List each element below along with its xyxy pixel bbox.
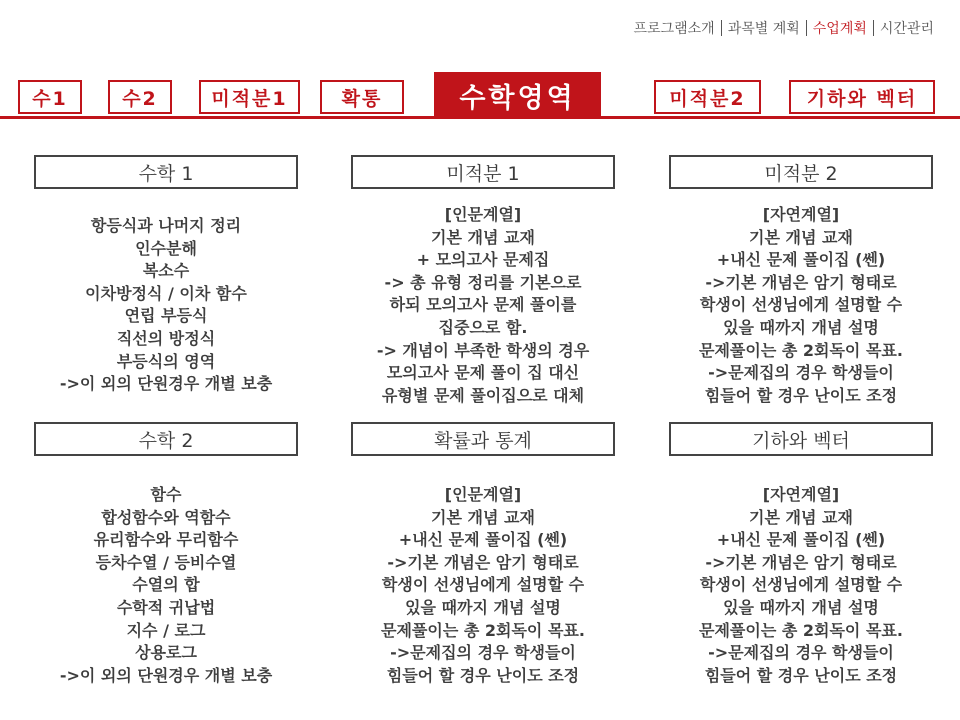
body-line: 있을 때까지 개념 설명 [405, 597, 561, 617]
body-line: 기본 개념 교재 [749, 227, 853, 247]
section-body-math1 [16, 215, 316, 396]
body-line: 직선의 방정식 [116, 328, 216, 348]
body-line: ->이 외의 단원경우 개별 보충 [59, 374, 273, 394]
body-line: + 모의고사 문제집 [416, 250, 550, 270]
body-line: 함수 [150, 485, 182, 504]
body-line: 힘들어 할 경우 난이도 조정 [704, 665, 898, 685]
body-line: 합성함수와 역함수 [101, 507, 231, 527]
body-line: 유형별 문제 풀이집으로 대체 [381, 385, 585, 405]
body-line: 인수분해 [135, 238, 197, 258]
body-line: ->문제집의 경우 학생들이 [708, 643, 894, 663]
body-line: ->기본 개념은 암기 형태로 [387, 552, 579, 572]
section-body-geometry-vectors [651, 484, 951, 687]
section-body-calculus2 [651, 204, 951, 407]
body-line: ->기본 개념은 암기 형태로 [705, 272, 897, 292]
body-line: 문제풀이는 총 2회독이 목표. [699, 620, 903, 640]
body-line: [자연계열] [762, 485, 840, 504]
body-line: [인문계열] [444, 485, 522, 504]
body-line: ->이 외의 단원경우 개별 보충 [59, 665, 273, 685]
tab-calculus2[interactable]: 미적분2 [654, 80, 761, 114]
body-line: 기본 개념 교재 [749, 507, 853, 527]
body-line: 있을 때까지 개념 설명 [723, 317, 879, 337]
body-line: 유리함수와 무리함수 [93, 530, 239, 550]
body-line: 집중으로 함. [438, 317, 528, 337]
body-line: 모의고사 문제 풀이 집 대신 [386, 363, 580, 383]
nav-class-plan[interactable]: 수업계획 [812, 21, 867, 37]
body-line: 힘들어 할 경우 난이도 조정 [704, 385, 898, 405]
body-line: [인문계열] [444, 205, 522, 224]
body-line: 문제풀이는 총 2회독이 목표. [381, 620, 585, 640]
section-body-math2 [16, 484, 316, 687]
body-line: ->문제집의 경우 학생들이 [708, 363, 894, 383]
body-line: 등차수열 / 등비수열 [95, 552, 237, 572]
body-line: 복소수 [142, 261, 190, 281]
tab-math2[interactable]: 수2 [108, 80, 172, 114]
section-title-math1: 수학 1 [34, 155, 298, 189]
body-line: 문제풀이는 총 2회독이 목표. [699, 340, 903, 360]
body-line: +내신 문제 풀이집 (쎈) [716, 530, 886, 550]
body-line: 수학적 귀납법 [116, 597, 216, 617]
body-line: 연립 부등식 [124, 306, 208, 326]
tab-math-domain[interactable]: 수학영역 [434, 72, 601, 118]
body-line: [자연계열] [762, 205, 840, 224]
nav-subject-plan[interactable]: 과목별 계획 [727, 21, 800, 37]
section-title-probability-statistics: 확률과 통계 [351, 422, 615, 456]
body-line: 지수 / 로그 [126, 620, 206, 640]
body-line: 하되 모의고사 문제 풀이를 [389, 295, 577, 315]
body-line: 학생이 선생님에게 설명할 수 [381, 575, 585, 595]
body-line: 학생이 선생님에게 설명할 수 [699, 575, 903, 595]
section-title-geometry-vectors: 기하와 벡터 [669, 422, 933, 456]
tab-math1[interactable]: 수1 [18, 80, 82, 114]
body-line: ->기본 개념은 암기 형태로 [705, 552, 897, 572]
tab-calculus1[interactable]: 미적분1 [199, 80, 300, 114]
tab-geometry-vectors[interactable]: 기하와 벡터 [789, 80, 935, 114]
body-line: +내신 문제 풀이집 (쎈) [398, 530, 568, 550]
section-body-probability-statistics [333, 484, 633, 687]
body-line: +내신 문제 풀이집 (쎈) [716, 250, 886, 270]
top-navigation [628, 18, 940, 38]
body-line: -> 개념이 부족한 학생의 경우 [376, 340, 590, 360]
section-title-calculus2: 미적분 2 [669, 155, 933, 189]
body-line: 힘들어 할 경우 난이도 조정 [386, 665, 580, 685]
body-line: 상용로그 [135, 643, 197, 663]
body-line: ->문제집의 경우 학생들이 [390, 643, 576, 663]
body-line: 있을 때까지 개념 설명 [723, 597, 879, 617]
body-line: -> 총 유형 정리를 기본으로 [384, 272, 582, 292]
nav-program-intro[interactable]: 프로그램소개 [633, 21, 715, 37]
section-title-math2: 수학 2 [34, 422, 298, 456]
body-line: 수열의 합 [132, 575, 200, 595]
body-line: 이차방정식 / 이차 함수 [85, 283, 247, 303]
tab-probability-statistics[interactable]: 확통 [320, 80, 404, 114]
section-body-calculus1 [333, 204, 633, 407]
section-title-calculus1: 미적분 1 [351, 155, 615, 189]
body-line: 부등식의 영역 [116, 351, 216, 371]
body-line: 기본 개념 교재 [431, 507, 535, 527]
body-line: 기본 개념 교재 [431, 227, 535, 247]
nav-time-management[interactable]: 시간관리 [879, 21, 934, 37]
body-line: 학생이 선생님에게 설명할 수 [699, 295, 903, 315]
body-line: 항등식과 나머지 정리 [90, 216, 242, 235]
